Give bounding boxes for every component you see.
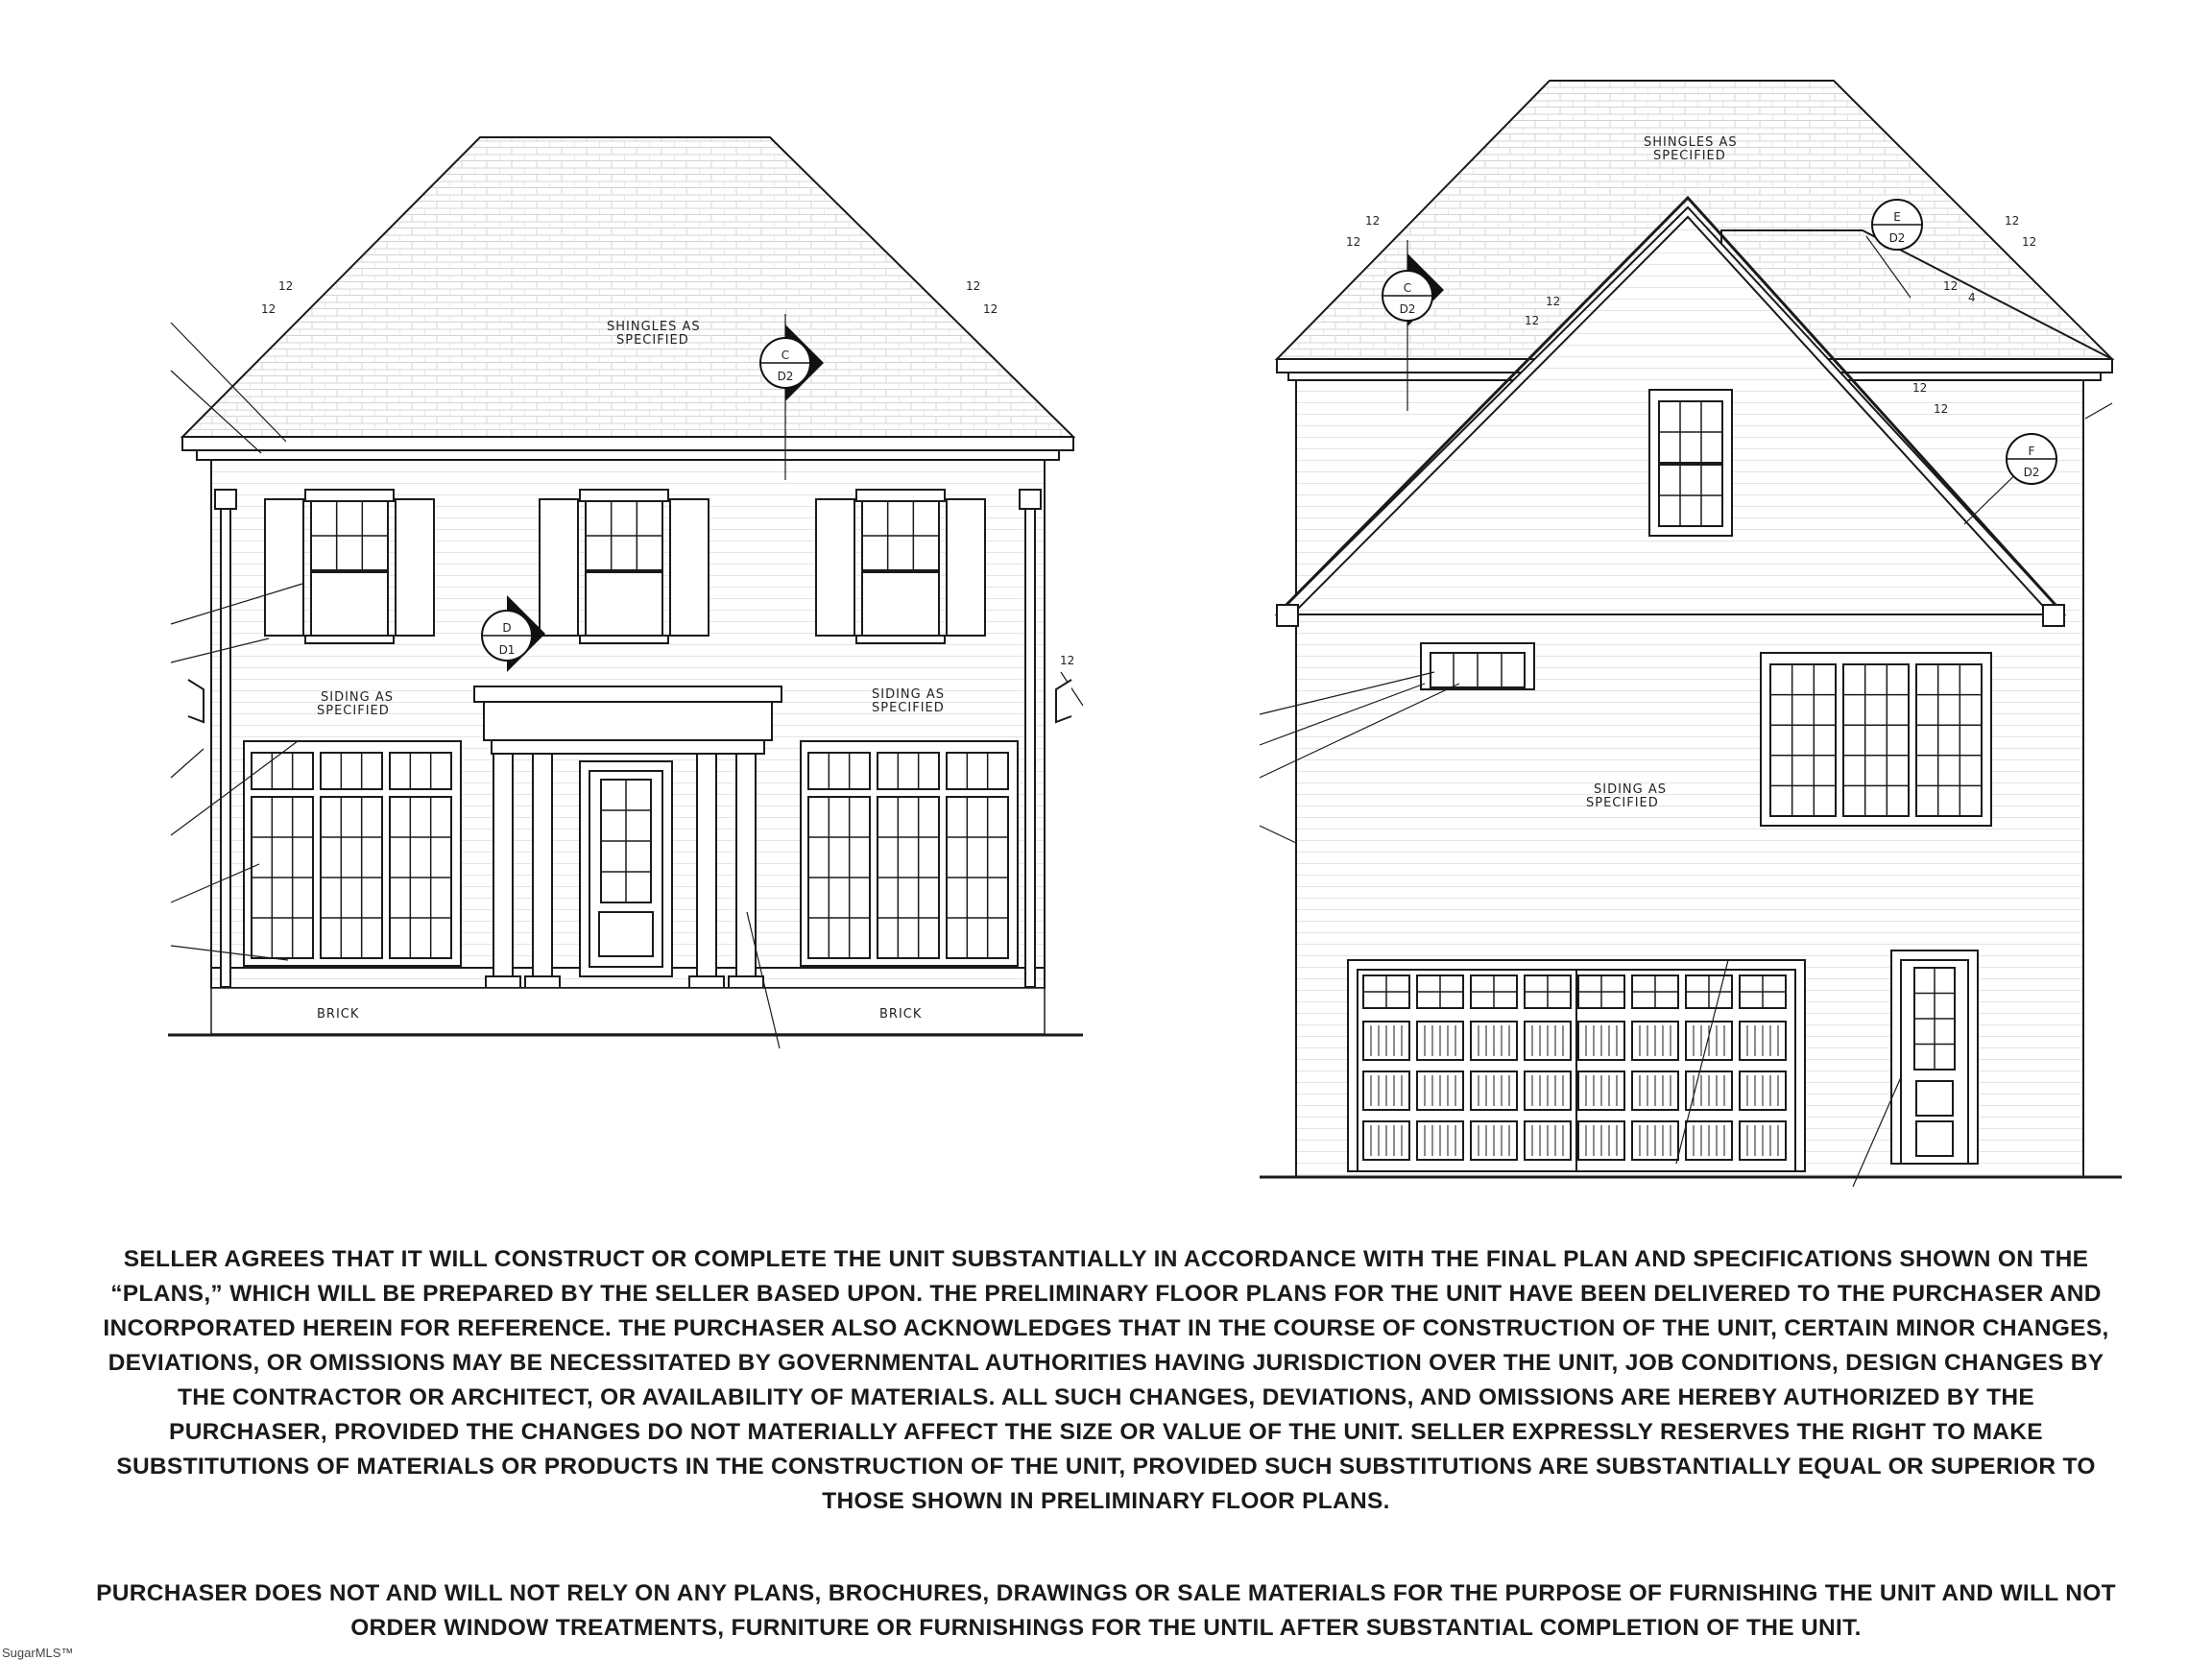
window-lower-transom [252, 753, 313, 789]
side-section-marker-f [2007, 434, 2056, 484]
svg-text:D2: D2 [1888, 231, 1906, 245]
side-pitch-b-run: 12 [1525, 314, 1540, 327]
front-brick-left-label: BRICK [317, 1007, 360, 1022]
side-triple-window-unit [1916, 664, 1982, 816]
window-lower-transom [947, 753, 1008, 789]
front-brick-right-label: BRICK [879, 1007, 923, 1022]
side-siding-label: SIDING AS [1594, 782, 1668, 797]
front-cornice [182, 437, 1073, 450]
front-roof-label-2: SPECIFIED [616, 333, 689, 348]
side-pitch-b-rise: 12 [1546, 295, 1561, 308]
side-roof-label-2: SPECIFIED [1653, 149, 1726, 163]
shutter [947, 499, 985, 636]
window-upper-sash-center [586, 572, 662, 636]
window-upper-sash-right [862, 572, 939, 636]
side-triple-window-unit [1843, 664, 1909, 816]
svg-text:C: C [1403, 281, 1412, 295]
svg-text:D1: D1 [498, 643, 516, 657]
front-siding-right-label: SIDING AS [872, 687, 946, 702]
window-lower-transom [808, 753, 870, 789]
shutter [396, 499, 434, 636]
svg-text:D2: D2 [1399, 302, 1416, 316]
window-lower-transom [878, 753, 939, 789]
shutter [265, 499, 303, 636]
svg-text:D: D [502, 621, 512, 635]
side-pitch-a-run: 12 [1346, 235, 1361, 249]
front-roof [182, 137, 1073, 437]
front-elevation [168, 137, 1083, 1048]
side-triple-window-unit [1770, 664, 1836, 816]
front-pitch-side: 12 [1060, 654, 1075, 667]
front-pitch-right-run: 12 [983, 302, 998, 316]
side-pitch-e-run: 12 [1934, 402, 1949, 416]
front-roof-label: SHINGLES AS [607, 320, 701, 334]
svg-text:F: F [2028, 445, 2035, 458]
window-lower-transom [390, 753, 451, 789]
front-siding-left-label: SIDING AS [321, 690, 395, 705]
window-upper-sash-left [311, 572, 388, 636]
window-lower-transom [321, 753, 382, 789]
side-pitch-c-run: 12 [2022, 235, 2037, 249]
side-pitch-a-rise: 12 [1365, 214, 1381, 228]
front-pitch-left-rise: 12 [278, 279, 294, 293]
side-siding-label-2: SPECIFIED [1586, 796, 1659, 810]
svg-text:C: C [781, 349, 790, 362]
svg-text:D2: D2 [2023, 466, 2040, 479]
front-siding-right-label-2: SPECIFIED [872, 701, 945, 715]
watermark-logo: SugarMLS™ [2, 1646, 74, 1660]
disclaimer-paragraph-1: SELLER AGREES THAT IT WILL CONSTRUCT OR COMPLETE THE UNIT SUBSTANTIALLY IN ACCORDANCE WITH THE FINAL PLAN AND SPECIFICATIONS SHOWN ON THE “PLANS,” WHICH WILL BE PREPARED BY THE SELLER BASED UPON. THE PRELIMINARY FLOOR PLANS FOR THE UNIT HAVE BEEN DELIVERED TO THE PURCHASER AND INCORPORATED HEREIN FOR REFERENCE. THE PURCHASER ALSO ACKNOWLEDGES THAT IN THE COURSE OF CONSTRUCTION OF THE UNIT, CERTAIN MINOR CHANGES, DEVIATIONS, OR OMISSIONS MAY BE NECESSITATED BY GOVERNMENTAL AUTHORITIES HAVING JURISDICTION OVER THE UNIT, JOB CONDITIONS, DESIGN CHANGES BY THE CONTRACTOR OR ARCHITECT, OR AVAILABILITY OF MATERIALS. ALL SUCH CHANGES, DEVIATIONS, AND OMISSIONS ARE HEREBY AUTHORIZED BY THE PURCHASER, PROVIDED THE CHANGES DO NOT MATERIALLY AFFECT THE SIZE OR VALUE OF THE UNIT. SELLER EXPRESSLY RESERVES THE RIGHT TO MAKE SUBSTITUTIONS OF MATERIALS OR PRODUCTS IN THE CONSTRUCTION OF THE UNIT, PROVIDED SUCH SUBSTITUTIONS ARE SUBSTANTIALLY EQUAL OR SUPERIOR TO THOSE SHOWN IN PRELIMINARY FLOOR PLANS. [103, 1246, 2109, 1514]
garage-door [1348, 960, 1805, 1171]
shutter [540, 499, 578, 636]
side-roof-label: SHINGLES AS [1644, 135, 1738, 150]
front-pitch-right-rise: 12 [966, 279, 981, 293]
svg-text:E: E [1893, 210, 1901, 224]
side-pitch-d-rise: 12 [1943, 279, 1959, 293]
side-section-marker-e [1872, 200, 1922, 250]
shutter [670, 499, 709, 636]
front-siding-left-label-2: SPECIFIED [317, 704, 390, 718]
svg-text:D2: D2 [777, 370, 794, 383]
disclaimer-paragraph-2: PURCHASER DOES NOT AND WILL NOT RELY ON ANY PLANS, BROCHURES, DRAWINGS OR SALE MATERIALS FOR THE PURPOSE OF FURNISHING THE UNIT AND WILL NOT ORDER WINDOW TREATMENTS, FURNITURE OR FURNISHINGS FOR THE UNTIL AFTER SUBSTANTIAL COMPLETION OF THE UNIT. [96, 1580, 2116, 1641]
side-pitch-d-run: 4 [1968, 291, 1976, 304]
side-elevation [1260, 81, 2122, 1187]
side-pitch-e-rise: 12 [1912, 381, 1928, 395]
shutter [816, 499, 854, 636]
front-pitch-left-run: 12 [261, 302, 276, 316]
side-pitch-c-rise: 12 [2005, 214, 2020, 228]
